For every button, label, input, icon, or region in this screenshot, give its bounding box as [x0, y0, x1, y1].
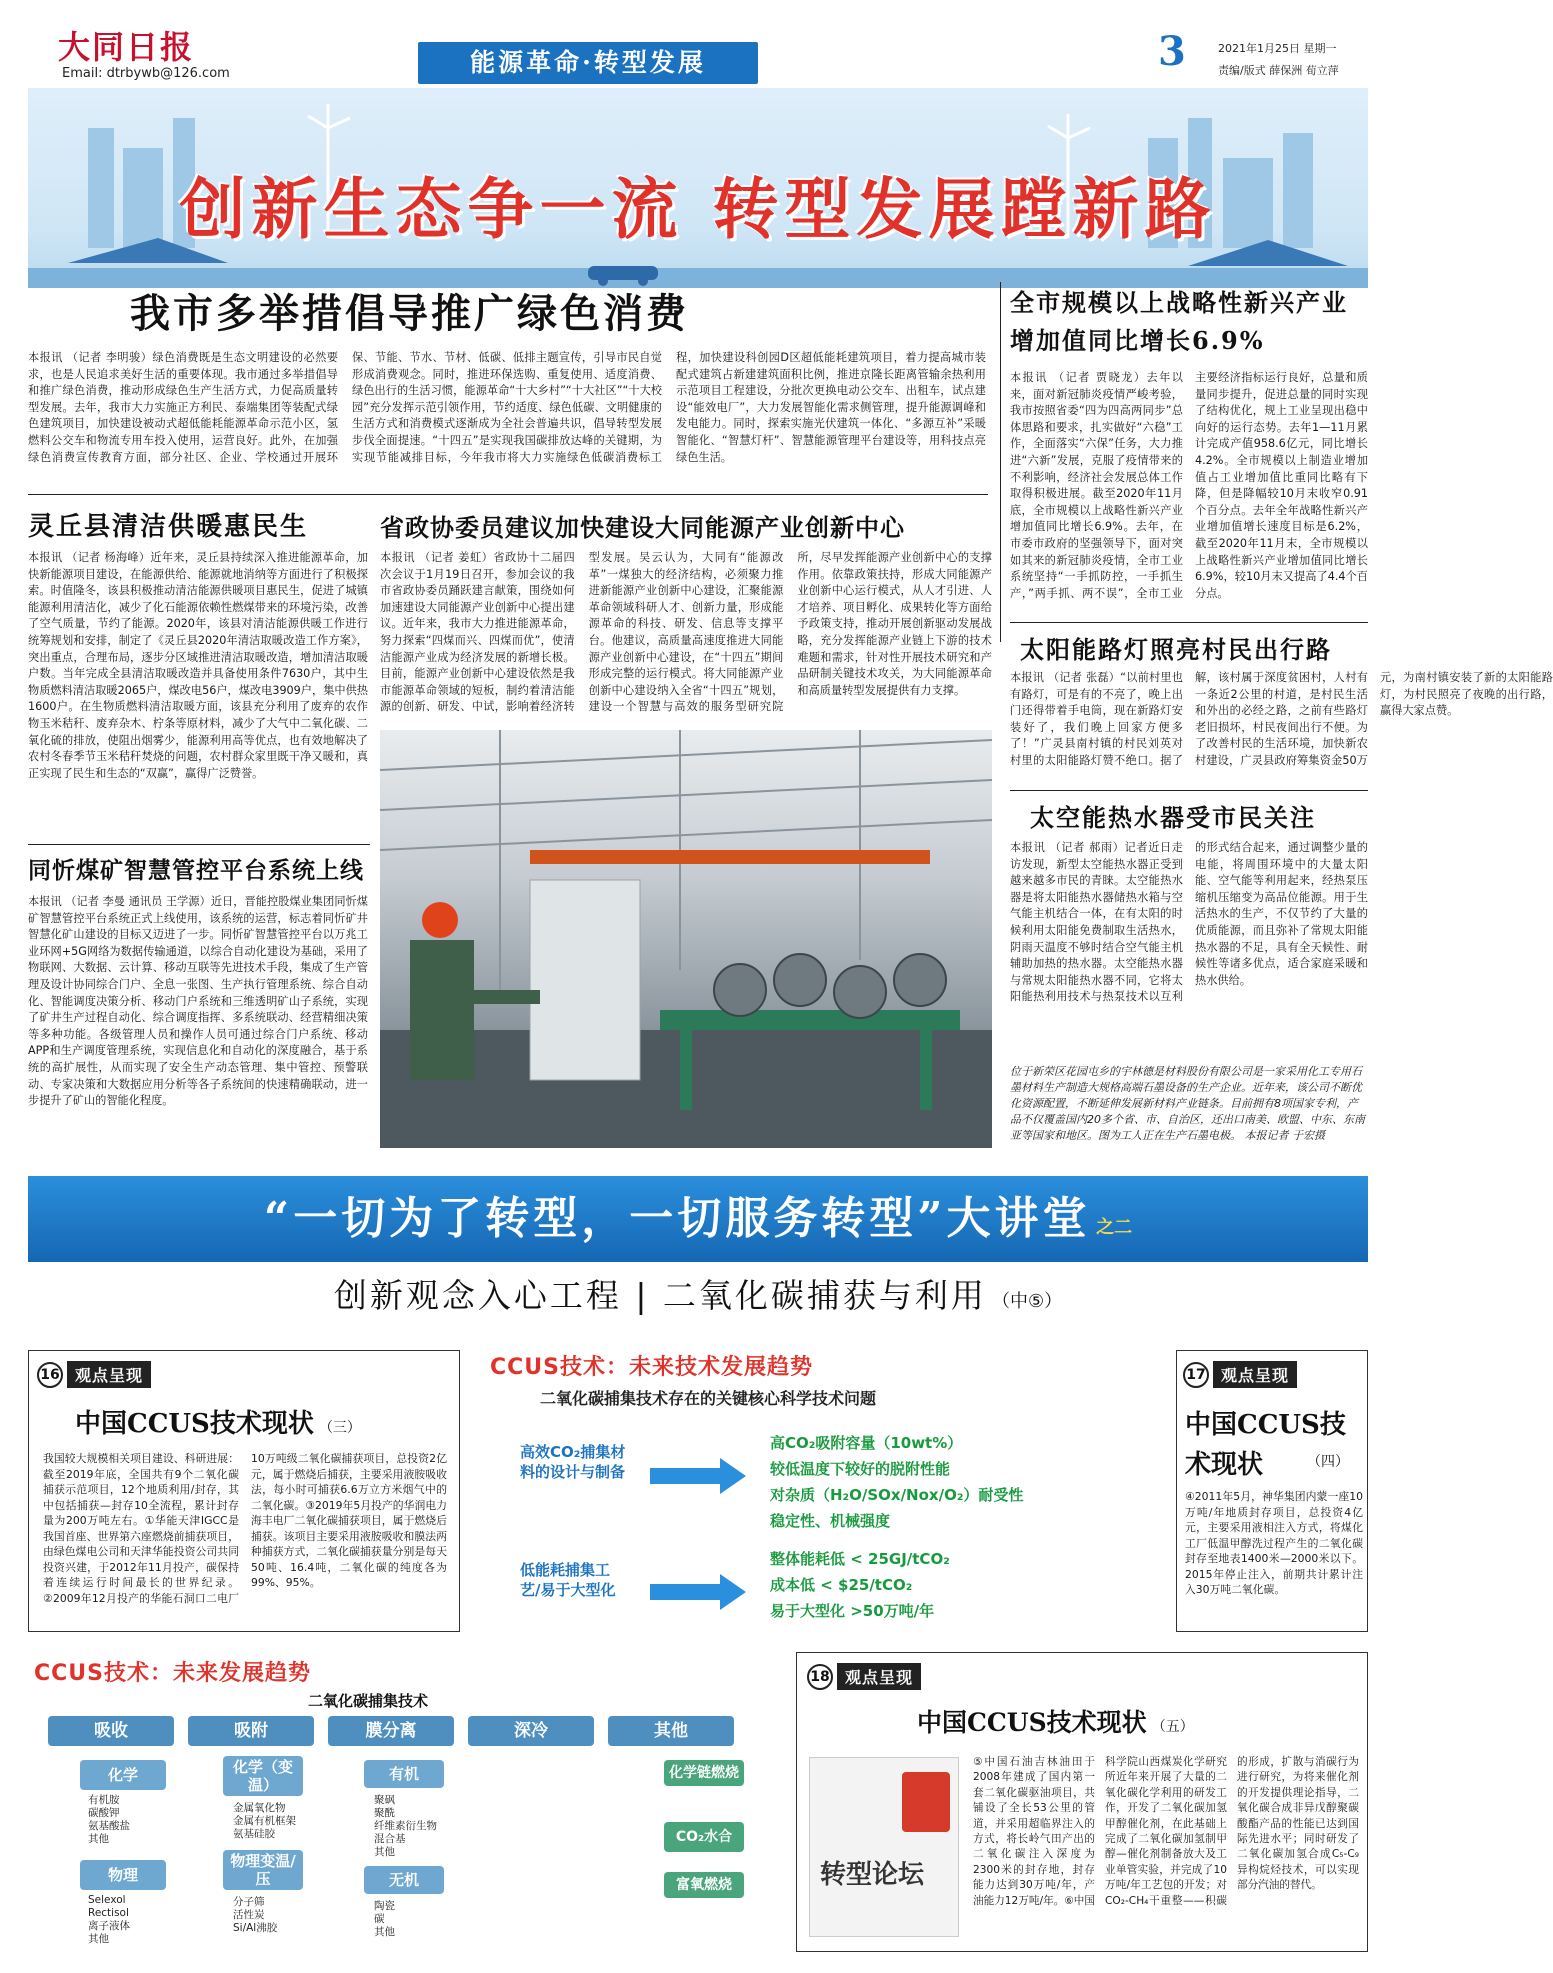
leaf-item: 碳酸钾: [88, 1807, 120, 1819]
leaf-item: 金属有机框架: [233, 1815, 296, 1827]
leaf-item: 氨基酸盐: [88, 1820, 130, 1832]
cat-adsorb: 吸附: [188, 1716, 314, 1746]
sub-physical: 物理: [80, 1860, 166, 1890]
leaf-item: 陶瓷: [374, 1900, 395, 1912]
box-title-text: 中国CCUS技术现状: [1185, 1410, 1346, 1480]
badge-label: 观点呈现: [1213, 1361, 1297, 1388]
leaf-item: Si/Al沸胶: [233, 1922, 278, 1934]
article-body-space-energy-heater: 本报讯 （记者 郝雨）记者近日走访发现，新型太空能热水器正受到越来越多市民的青睐。太空能热水器是将太阳能热水器储热水箱与空气能主机结合一体，在有太阳的时候利用太阳能免费制取生活热水，阴雨天温度不够时结合空气能主机辅助加热的热水器。太空能热水器与常规太阳能热水器不同，它将太阳能热利用技术与热泵技术以互利的形式结合起来，通过调整少量的电能，将周围环境中的大量太阳能、空气能等利用起来，经热泵压缩机压缩变为高品位能源。用于生活热水的生产，不仅节约了大量的优质能源，而且弥补了常规太阳能热水器的不足，具有全天候性、耐候性等诸多优点，适合家庭采暖和热水供给。: [1010, 841, 1368, 1004]
arrow-icon: [650, 1572, 750, 1612]
leaf-item: 有机胺: [88, 1794, 120, 1806]
badge-label: 观点呈现: [67, 1361, 151, 1388]
page-number: 3: [1158, 28, 1186, 75]
leaf-item: 金属氧化物: [233, 1802, 286, 1814]
article-body-energy-innovation-center: 本报讯 （记者 姜虹）省政协十二届四次会议于1月19日召开，参加会议的我市省政协委员踊跃建言献策，围绕如何加速建设大同能源产业创新中心提出建议。近年来，我市大力推进能源革命，努力探索“四煤而兴、四煤而优”，使清洁能源产业成为经济发展的新增长极。目前，能源产业创新中心建设依然是我市能源革命领域的短板，制约着清洁能源的创新、研发、中试，影响着经济转型发展。吴云认为，大同有“能源改革”一煤独大的经济结构，必须聚力推进新能源产业创新中心建设，汇聚能源革命领域科研人才、创新力量，形成能源革命的科技、研发、信息等支撑平台。他建议，高质量高速度推进大同能源产业创新中心建设，在“十四五”期间形成完整的运行模式。将大同能源产业创新中心建设纳入全省“十四五”规划，建设一个智慧与高效的服务型研究院所，尽早发挥能源产业创新中心的支撑作用。依靠政策扶持，形成大同能源产业创新中心运行模式，从人才引进、人才培养、项目孵化、成果转化等方面给予政策支持，推动开展创新驱动发展战略，充分发挥能源产业链上下游的技术难题和需求，针对性开展技术研究和产品研制关键技术攻关，为大同能源革命和高质量转型发展提供有力支撑。: [380, 551, 992, 714]
box-title: [917, 1703, 1194, 1739]
lecture-subtitle-row: [28, 1270, 1368, 1317]
leaf-item: 聚酰: [374, 1807, 395, 1819]
cat-cryogenic: 深冷: [468, 1716, 594, 1746]
leaf-item: 其他: [88, 1933, 109, 1945]
box-title-part: （五）: [1151, 1719, 1194, 1735]
leaf-item: Rectisol: [88, 1907, 129, 1919]
other-item-oxyfuel: 富氧燃烧: [664, 1872, 744, 1898]
box-18-body: ⑤中国石油吉林油田于2008年建成了国内第一套二氧化碳驱油项目，共铺设了全长53公里的管道，并采用超临界注入的方式，将长岭气田产出的二氧化碳注入深度为2300米的封存地，封存能力达到30万吨/年，产油能力12万吨/年。⑥中国科学院山西煤炭化学研究所近年来开展了大量的二氧化碳化学利用的研发工作，开发了二氧化碳加氢甲醇催化剂，在此基础上完成了二氧化碳加氢制甲醇—催化剂制备放大及工业单管实验，并完成了10万吨/年工艺包的开发；对CO₂-CH₄干重整——积碳的形成，扩散与消碳行为进行研究，为将来催化剂的开发提供理论指导，二氧化碳合成非异戊醇聚碳酸酯产品的性能已达到国际先进水平；同时研发了二氧化碳加氢合成C₅-C₉异构烷烃技术，可以实现部分汽油的替代。: [973, 1756, 1359, 1907]
box-title: [75, 1403, 361, 1440]
leaf-item: 活性炭: [233, 1909, 265, 1921]
banner-title: 创新生态争一流 转型发展蹚新路: [179, 170, 1217, 248]
forum-logo: [809, 1757, 959, 1937]
right1-item: 较低温度下较好的脱附性能: [770, 1460, 951, 1478]
article-title-green-consumption: 我市多举措倡导推广绿色消费: [130, 290, 689, 337]
diagram-title: CCUS技术：未来发展趋势: [34, 1661, 312, 1686]
forum-logo-seal: [902, 1772, 950, 1832]
leaf-item: 纤维素衍生物: [374, 1820, 437, 1832]
article-title-space-energy-heater: 太空能热水器受市民关注: [1030, 803, 1316, 832]
leaf-item: 碳: [374, 1913, 385, 1925]
arrow-icon: [650, 1456, 750, 1496]
lecture-subtitle: 创新观念入心工程 | 二氧化碳捕获与利用: [333, 1276, 987, 1315]
section-divider: [28, 844, 370, 845]
factory-photo-illustration: [380, 730, 992, 1148]
editors: 责编/版式 薛保洲 荀立萍: [1218, 64, 1339, 77]
badge-number: 16: [37, 1362, 63, 1388]
issue-date: 2021年1月25日 星期一: [1218, 42, 1337, 55]
badge-16: [37, 1361, 151, 1388]
right2-item: 易于大型化 >50万吨/年: [770, 1602, 935, 1620]
right1-item: 高CO₂吸附容量（10wt%）: [770, 1434, 963, 1452]
box-title-text: 中国CCUS技术现状: [917, 1708, 1147, 1737]
right2-item: 整体能耗低 < 25GJ/tCO₂: [770, 1550, 950, 1568]
other-item-co2-hydrate: CO₂水合: [664, 1822, 744, 1852]
sub-chemical-items: [88, 1794, 130, 1846]
article-body-solar-streetlights: 本报讯 （记者 张磊）“以前村里也有路灯，可是有的不亮了，晚上出门还得带着手电筒，现在新路灯安装好了，我们晚上回家方便多了！”广灵县南村镇的村民刘英对村里的太阳能路灯赞不绝口。据了解，该村属于深度贫困村，人村有一条近2公里的村道，是村民生活和外出的必经之路，之前有些路灯老旧损坏，村民夜间出行不便。为了改善村民的生活环境，加快新农村建设，广灵县政府筹集资金50万元，为南村镇安装了新的太阳能路灯，为村民照亮了夜晚的出行路，赢得大家点赞。: [1010, 671, 1553, 767]
leaf-item: 混合基: [374, 1833, 406, 1845]
diagram-subtitle: 二氧化碳捕集技术: [308, 1692, 429, 1710]
section-divider: [28, 494, 988, 495]
sub-adsorb-chemical-items: [233, 1802, 296, 1841]
sub-adsorb-physical: 物理变温/压: [223, 1850, 303, 1890]
right1-item: 稳定性、机械强度: [770, 1512, 891, 1530]
column-rule: [1000, 282, 1001, 642]
article-body-smart-mine: 本报讯 （记者 李曼 通讯员 王学源）近日，晋能控股煤业集团同忻煤矿智慧管控平台系统正式上线使用，该系统的运营，标志着同忻矿井智慧化矿山建设的目标又迈进了一步。同忻矿智慧管控平台以万兆工业环网+5G网络为数据传输通道，以综合自动化建设为基础，采用了物联网、大数据、云计算、移动互联等先进技术手段，集成了生产管理及设计协同综合门户、全息一张图、生产执行管理系统、综合自动化、智能调度决策分析、移动门户系统和三维透明矿山子系统，实现了矿井生产过程自动化、综合调度指挥、多系统联动、经营精细决策等多种功能。各级管理人员和操作人员可通过综合门户系统、移动APP和生产调度管理系统，实现信息化和自动化的深度融合，基于系统的高扩展性，从而实现了安全生产动态管理、集中管控、预警联动、专家决策和大数据应用分析等各子系统间的快速精确联动，进一步提升了矿山的智能化程度。: [28, 895, 368, 1108]
box-16-body: 我国较大规模相关项目建设、科研进展：截至2019年底，全国共有9个二氧化碳捕获示范项目，12个地质利用/封存，其中包括捕获—封存10全流程，累计封存量为200万吨左右。①华能天津IGCC是我国首座、世界第六座燃烧前捕获项目，由绿色煤电公司和天津华能投资公司共同投资兴建，于2012年11月投产，碳保持着连续运行时间最长的世界纪录。②2009年12月投产的华能石洞口二电厂10万吨级二氧化碳捕获项目，总投资2亿元，属于燃烧后捕获，主要采用液胺吸收法，每小时可捕获6.6万立方米烟气中的二氧化碳。③2019年5月投产的华润电力海丰电厂二氧化碳捕获项目，属于燃烧后捕获。该项目主要采用液胺吸收和膜法两种捕获方式，二氧化碳捕获量分别是每天50吨、16.4吨，二氧化碳的纯度各为99%、95%。: [43, 1452, 447, 1605]
diagram-subtitle: 二氧化碳捕集技术存在的关键核心科学技术问题: [540, 1389, 877, 1408]
masthead: [28, 22, 1368, 84]
box-title-text: 中国CCUS技术现状: [75, 1409, 314, 1439]
section-band: 能源革命·转型发展: [418, 42, 758, 84]
right2-item: 成本低 < $25/tCO₂: [770, 1576, 913, 1594]
leaf-item: 其他: [374, 1926, 395, 1938]
leaf-item: 氨基硅胶: [233, 1828, 275, 1840]
leaf-item: Selexol: [88, 1894, 126, 1906]
diagram-key-issues: [470, 1350, 1170, 1632]
badge-18: [807, 1663, 921, 1690]
article-title-strategic-industry: 全市规模以上战略性新兴产业增加值同比增长6.9%: [1010, 288, 1348, 355]
box-17: [1176, 1350, 1368, 1632]
email: Email: dtrbywb@126.com: [62, 66, 230, 81]
box-16: [28, 1350, 460, 1632]
sub-adsorb-chemical: 化学（变温）: [223, 1756, 303, 1796]
diagram-capture-tech: [28, 1652, 788, 1952]
forum-logo-text: 转型论坛: [820, 1860, 925, 1890]
badge-number: 17: [1183, 1362, 1209, 1388]
leaf-item: 聚砜: [374, 1794, 395, 1806]
diagram-left-1: 高效CO₂捕集材料的设计与制备: [520, 1443, 626, 1481]
diagram-left-2: 低能耗捕集工艺/易于大型化: [520, 1561, 616, 1599]
article-body-green-consumption: 本报讯 （记者 李明骏）绿色消费既是生态文明建设的必然要求，也是人民追求美好生活的重要体现。我市通过多举措倡导和推广绿色消费，推动形成绿色生产生活方式，力促高质量转型发展。去年，我市大力实施正方利民、泰端集团等装配式绿色建筑项目，加快建设被动式超低能耗能源革命示范小区，氢燃料公交车和物流专用车投入使用，运营良好。此外，在加强绿色消费宣传教育方面，部分社区、企业、学校通过开展环保、节能、节水、节材、低碳、低排主题宣传，引导市民自觉形成消费观念。同时，推进环保选购、重复使用、适度消费、绿色出行的生活习惯，能源革命“十大乡村”“十大社区”“十大校园”充分发挥示范引领作用，节约适度、绿色低碳、文明健康的生活方式和消费模式逐渐成为全社会普遍共识，倡导转型发展步伐全面提速。“十四五”是实现我国碳排放达峰的关键期，为实现节能减排目标，今年我市将大力实施绿色低碳消费标工程，加快建设科创园D区超低能耗建筑项目，着力提高城市装配式建筑占新建建筑面积比例，推进京隆长距离管输余热利用示范项目工程建设，分批次更换电动公交车、出租车，试点建设“能效电厂”，大力发展智能化需求侧管理，提升能源调峰和发电能力。同时，探索实施光伏建筑一体化、“多源互补”采暖智能化、“智慧灯杆”、智慧能源管理平台建设等，用科技点亮绿色生活。: [28, 351, 986, 464]
sub-membrane-organic-items: [374, 1794, 437, 1859]
article-title-energy-innovation-center: 省政协委员建议加快建设大同能源产业创新中心: [380, 513, 905, 542]
factory-photo: [380, 730, 992, 1148]
sub-membrane-inorganic: 无机: [364, 1866, 444, 1894]
article-title-smart-mine: 同忻煤矿智慧管控平台系统上线: [28, 857, 364, 884]
leaf-item: 分子筛: [233, 1896, 265, 1908]
section-divider: [1010, 622, 1368, 623]
banner: [28, 88, 1368, 288]
sub-chemical: 化学: [80, 1760, 166, 1790]
cat-other: 其他: [608, 1716, 734, 1746]
lecture-subtitle-suffix: （中⑤）: [992, 1291, 1063, 1312]
cat-membrane: 膜分离: [328, 1716, 454, 1746]
lecture-banner: [28, 1176, 1368, 1262]
sub-physical-items: [88, 1894, 130, 1946]
other-item-chemical-looping: 化学链燃烧: [664, 1760, 744, 1786]
leaf-item: 其他: [374, 1846, 395, 1858]
lecture-title: “一切为了转型，一切服务转型”大讲堂: [263, 1193, 1091, 1244]
diagram-title: CCUS技术：未来技术发展趋势: [490, 1355, 814, 1380]
box-title-part: （四）: [1307, 1454, 1349, 1470]
box-title-part: （三）: [318, 1420, 361, 1436]
lecture-suffix: 之二: [1096, 1217, 1133, 1238]
article-title-solar-streetlights: 太阳能路灯照亮村民出行路: [1020, 635, 1332, 664]
leaf-item: 其他: [88, 1833, 109, 1845]
article-body-strategic-industry: 本报讯 （记者 贾晓龙）去年以来，面对新冠肺炎疫情严峻考验，我市按照省委“四为四高两同步”总体思路和要求，扎实做好“六稳”工作，全面落实“六保”任务，大力推进“六新”发展，克服了疫情带来的不利影响，经济社会发展总体工作取得积极进展。截至2020年11月底，全市规模以上战略性新兴产业增加值同比增长6.9%。去年，在市委市政府的坚强领导下，面对突如其来的新冠肺炎疫情，全市工业系统坚持“一手抓防控，一手抓生产，”两手抓、两不误”，全市工业主要经济指标运行良好，总量和质量同步提升，促进总量的同时实现了结构优化，规上工业呈现出稳中向好的运行态势。去年1—11月累计完成产值958.6亿元，同比增长4.2%。全市规模以上制造业增加值占工业增加值比重同比略有下降，但是降幅较10月末收窄0.91个百分点。去年全年战略性新兴产业增加值增长速度目标是6.2%，截至2020年11月末，全市规模以上战略性新兴产业增加值同比增长6.9%，较10月末又提高了4.4个百分点。: [1010, 371, 1368, 600]
sub-membrane-organic: 有机: [364, 1760, 444, 1788]
box-17-body: ④2011年5月，神华集团内蒙一座10万吨/年地质封存项目，总投资4亿元，主要采用液相注入方式，将煤化工厂低温甲醇洗过程产生的二氧化碳封存至地表1400米—2000米以下。2015年停止注入，前期共计累计注入30万吨二氧化碳。: [1185, 1490, 1363, 1596]
cat-absorb: 吸收: [48, 1716, 174, 1746]
badge-label: 观点呈现: [837, 1663, 921, 1690]
article-title-clean-heating: 灵丘县清洁供暖惠民生: [28, 512, 309, 542]
leaf-item: 离子液体: [88, 1920, 130, 1932]
box-18: [796, 1652, 1368, 1952]
article-body-clean-heating: 本报讯 （记者 杨海峰）近年来，灵丘县持续深入推进能源革命，加快新能源项目建设，在能源供给、能源就地消纳等方面进行了积极探索。时值隆冬，该县积极推动清洁能源供暖项目惠民生，促进了城镇能源利用清洁化，减少了化石能源依赖性燃煤带来的环境污染，改善了空气质量，节约了能源。2020年，该县对清洁能源供暖工作进行统筹规划和安排，制定了《灵丘县2020年清洁取暖改造工作方案》，突出重点，合理布局，逐步分区域推进清洁取暖改造，增加清洁取暖户数。当年完成全县清洁取暖改造并具备使用条件7630户，其中生物质燃料清洁取暖2065户，煤改电56户，煤改电3909户，集中供热1600户。在生物质燃料清洁取暖方面，该县充分利用了废弃的农作物玉米秸秆、废弃杂木、柠条等原材料，减少了大气中二氧化碳、二氧化硫的排放，使阻出烟雾少，能源利用高等优点，也有效地解决了农村冬春季节玉米秸秆焚烧的问题，农村群众家里既干净又暖和，真正实现了民生和生态的“双赢”，赢得广泛赞誉。: [28, 551, 368, 780]
section-divider: [1010, 790, 1368, 791]
sub-membrane-inorganic-items: [374, 1900, 395, 1939]
diagram-right-2: [770, 1546, 950, 1624]
sub-adsorb-physical-items: [233, 1896, 277, 1935]
badge-number: 18: [807, 1664, 833, 1690]
newspaper-logo: 大同日报: [58, 28, 195, 66]
photo-caption: 位于新荣区花园屯乡的宇林德是材料股份有限公司是一家采用化工专用石墨材料生产制造大规格高端石墨设备的生产企业。近年来，该公司不断优化资源配置，不断延伸发展新材料产业链条。目前拥有8项国家专利，产品不仅覆盖国内20多个省、市、自治区，还出口南美、欧盟、中东、东南亚等国家和地区。图为工人正在生产石墨电极。 本报记者 于宏摄: [1010, 1065, 1365, 1142]
right1-item: 对杂质（H₂O/SOx/Nox/O₂）耐受性: [770, 1486, 1024, 1504]
badge-17: [1183, 1361, 1297, 1388]
diagram-right-1: [770, 1430, 1023, 1534]
